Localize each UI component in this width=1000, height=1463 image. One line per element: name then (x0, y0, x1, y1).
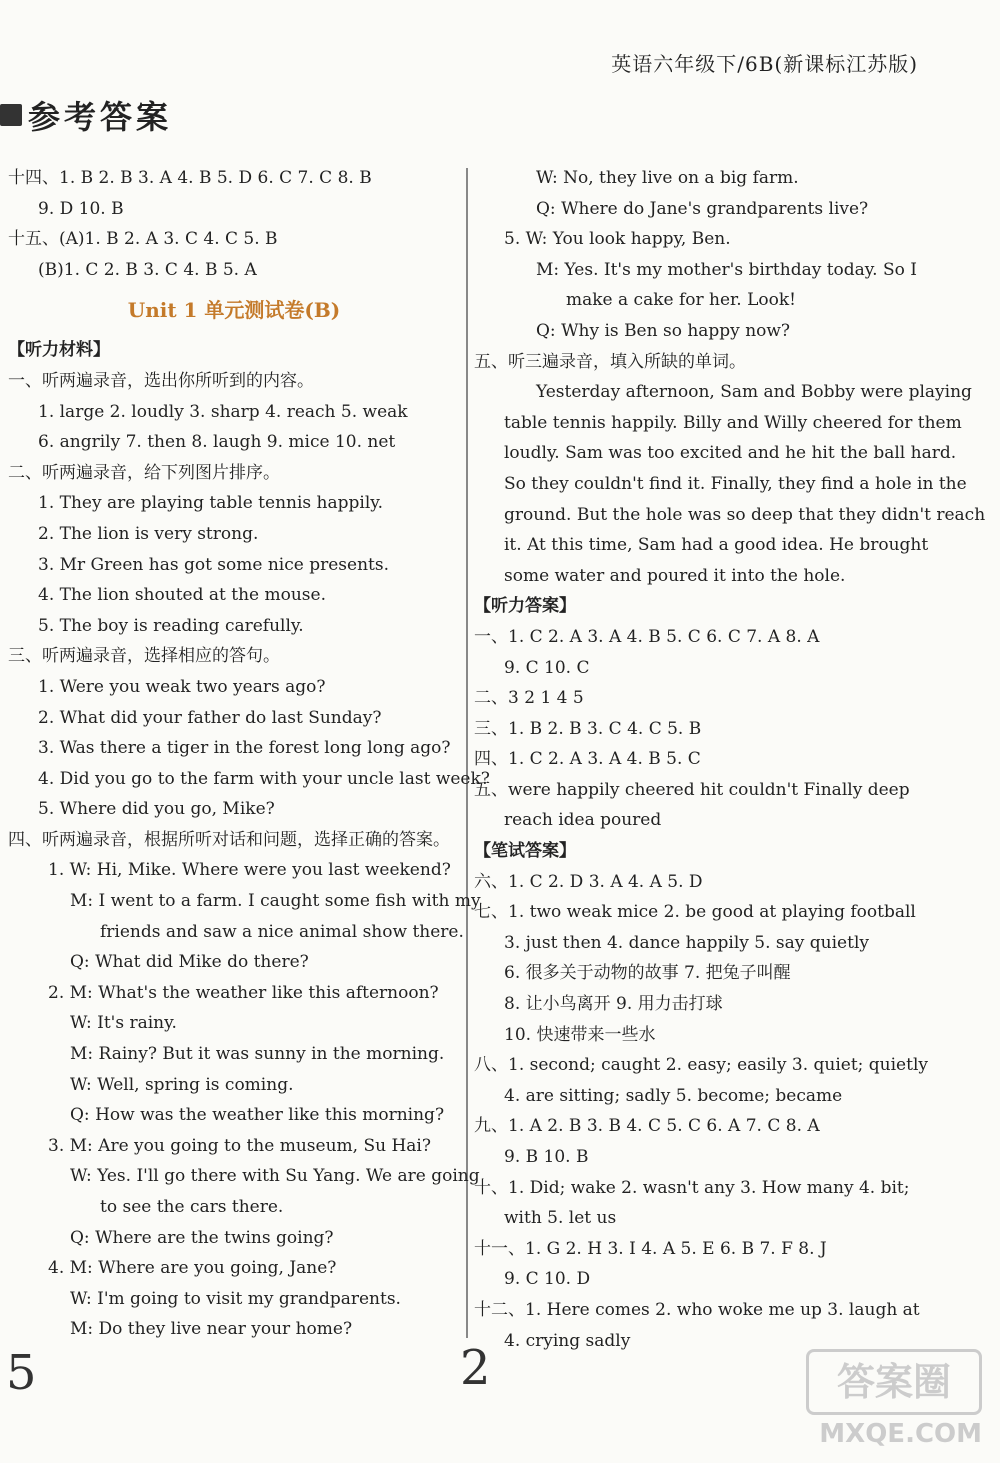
section-heading: 【笔试答案】 (474, 841, 576, 862)
answer-line: 2. What did your father do last Sunday? (38, 707, 382, 728)
answer-line: (B)1. C 2. B 3. C 4. B 5. A (38, 259, 257, 280)
answer-line: M: Yes. It's my mother's birthday today. So I (536, 259, 917, 280)
answer-line: 5. W: You look happy, Ben. (504, 229, 731, 250)
answer-line: Q: What did Mike do there? (70, 952, 309, 973)
answer-line: Q: Where do Jane's grandparents live? (536, 198, 869, 219)
answer-line: 3. Was there a tiger in the forest long long ago? (38, 738, 451, 759)
answer-line: 一、1. C 2. A 3. A 4. B 5. C 6. C 7. A 8. A (474, 626, 820, 647)
answer-line: 9. C 10. C (504, 657, 590, 678)
answer-line: M: I went to a farm. I caught some fish with my (70, 891, 481, 912)
answer-line: 四、1. C 2. A 3. A 4. B 5. C (474, 749, 701, 770)
answer-line: W: I'm going to visit my grandparents. (70, 1288, 401, 1309)
answer-line: 七、1. two weak mice 2. be good at playing football (474, 902, 916, 923)
answer-line: 五、听三遍录音，填入所缺的单词。 (474, 351, 746, 372)
answer-line: 10. 快速带来一些水 (504, 1024, 656, 1045)
answer-line: 十五、(A)1. B 2. A 3. C 4. C 5. B (8, 229, 278, 250)
answer-line: 5. Where did you go, Mike? (38, 799, 275, 820)
answer-line: W: Yes. I'll go there with Su Yang. We are going (70, 1166, 480, 1187)
site-watermark (802, 1349, 982, 1449)
handwritten-page-number: 2 (460, 1340, 491, 1396)
section-heading: Unit 1 单元测试卷(B) (127, 298, 341, 323)
answer-line: 六、1. C 2. D 3. A 4. A 5. D (474, 871, 703, 892)
answer-line: 9. B 10. B (504, 1147, 589, 1167)
answer-line: 二、听两遍录音，给下列图片排序。 (8, 462, 280, 483)
answer-line: 二、3 2 1 4 5 (474, 688, 584, 709)
answer-line: 6. 很多关于动物的故事 7. 把兔子叫醒 (504, 963, 791, 984)
answer-line: M: Rainy? But it was sunny in the morning. (70, 1044, 445, 1065)
answer-line: M: Do they live near your home? (70, 1319, 353, 1340)
answer-line: 2. The lion is very strong. (38, 523, 259, 544)
answer-line: 四、听两遍录音，根据所听对话和问题，选择正确的答案。 (8, 829, 450, 850)
answer-line: 1. large 2. loudly 3. sharp 4. reach 5. weak (38, 401, 408, 422)
answer-line: 五、were happily cheered hit couldn't Finally deep (474, 779, 910, 800)
answer-line: some water and poured it into the hole. (504, 565, 846, 586)
answer-line: W: Well, spring is coming. (70, 1074, 294, 1095)
answer-line: 十、1. Did; wake 2. wasn't any 3. How many 4. bit; (474, 1177, 910, 1198)
answer-line: 9. C 10. D (504, 1269, 591, 1290)
answer-line: Yesterday afternoon, Sam and Bobby were playing (536, 382, 972, 403)
section-heading: 【听力答案】 (474, 596, 576, 617)
answer-line: 3. Mr Green has got some nice presents. (38, 554, 389, 575)
answer-line: 5. The boy is reading carefully. (38, 615, 304, 636)
answer-line: ground. But the hole was so deep that they didn't reach (504, 504, 986, 525)
left-column (8, 163, 490, 1345)
section-heading: 【听力材料】 (8, 340, 110, 361)
answer-line: 4. crying sadly (504, 1330, 631, 1351)
right-column (474, 163, 986, 1356)
answer-line: W: It's rainy. (70, 1013, 177, 1034)
answer-line: 十四、1. B 2. B 3. A 4. B 5. D 6. C 7. C 8. B (8, 168, 372, 188)
answer-line: 9. D 10. B (38, 198, 124, 219)
answer-line: 1. Were you weak two years ago? (38, 676, 326, 697)
answer-line: Q: Where are the twins going? (70, 1227, 334, 1248)
answer-line: So they couldn't find it. Finally, they find a hole in the (504, 473, 967, 494)
answer-line: loudly. Sam was too excited and he hit the ball hard. (504, 443, 957, 464)
answer-line: 2. M: What's the weather like this afternoon? (48, 982, 439, 1003)
answer-line: with 5. let us (504, 1208, 617, 1229)
book-header: 英语六年级下/6B(新课标江苏版) (611, 52, 918, 76)
answer-line: 三、1. B 2. B 3. C 4. C 5. B (474, 718, 702, 739)
answer-line: 4. Did you go to the farm with your uncle last week? (38, 768, 490, 789)
answer-line: 6. angrily 7. then 8. laugh 9. mice 10. net (38, 432, 396, 453)
answer-line: 4. are sitting; sadly 5. become; became (504, 1085, 843, 1106)
answer-line: 九、1. A 2. B 3. B 4. C 5. C 6. A 7. C 8. A (474, 1116, 820, 1137)
answer-line: 4. M: Where are you going, Jane? (48, 1258, 337, 1279)
answer-line: 十一、1. G 2. H 3. I 4. A 5. E 6. B 7. F 8. J (474, 1238, 827, 1259)
answer-line: make a cake for her. Look! (566, 290, 797, 311)
answer-line: table tennis happily. Billy and Willy cheered for them (504, 412, 962, 433)
page-title: 参考答案 (28, 98, 173, 136)
answer-line: 三、听两遍录音，选择相应的答句。 (8, 646, 280, 667)
answer-line: it. At this time, Sam had a good idea. He brought (504, 535, 929, 556)
watermark-logo: 答案圈 (806, 1349, 982, 1415)
answer-line: to see the cars there. (100, 1197, 284, 1217)
answer-line: Q: How was the weather like this morning? (70, 1105, 445, 1126)
answer-line: 8. 让小鸟离开 9. 用力击打球 (504, 994, 723, 1015)
answer-line: 1. They are playing table tennis happily. (38, 493, 384, 514)
answer-line: 八、1. second; caught 2. easy; easily 3. quiet; quietly (474, 1055, 928, 1076)
watermark-url: MXQE.COM (819, 1419, 982, 1449)
answer-line: 4. The lion shouted at the mouse. (38, 585, 326, 606)
answer-line: Q: Why is Ben so happy now? (536, 320, 791, 341)
answer-line: 1. W: Hi, Mike. Where were you last weekend? (48, 860, 451, 881)
answer-line: W: No, they live on a big farm. (536, 168, 799, 188)
answer-line: reach idea poured (504, 810, 662, 831)
answer-line: 一、听两遍录音，选出你所听到的内容。 (8, 370, 314, 391)
answer-line: 3. M: Are you going to the museum, Su Hai? (48, 1135, 431, 1156)
answer-line: friends and saw a nice animal show there. (100, 921, 464, 942)
handwritten-corner-mark: 5 (6, 1345, 37, 1401)
title-marker-icon (0, 104, 22, 126)
answer-line: 3. just then 4. dance happily 5. say quietly (504, 932, 869, 953)
answer-line: 十二、1. Here comes 2. who woke me up 3. laugh at (474, 1299, 920, 1320)
